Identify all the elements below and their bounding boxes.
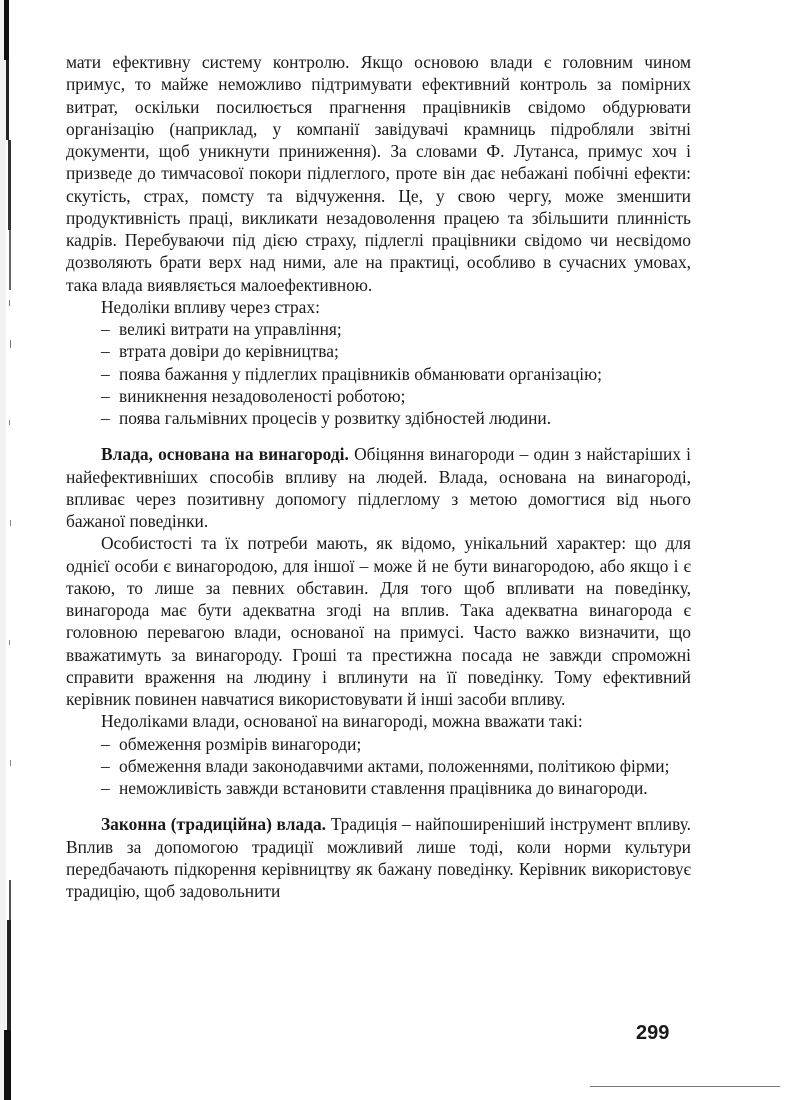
paragraph-reward-individual: Особистості та їх потреби мають, як відомо, унікальний характер: що для однієї особи є винагородою, для іншої – може й не бути винагородою, або якщо і є такою, то лише за певних обставин. Для того щоб впливати на поведінку, винагорода має бути адекватна згоді на вплив. Така адекватна винагорода є головною перевагою влади, основаної на примусі. Часто важко визначити, що вважатимуть за винагороду. Гроші та престижна посада не завжди спроможні справити враження на людину і вплинути на її поведінку. Тому ефективний керівник повинен навчатися використовувати й інші засоби впливу. bbox=[66, 533, 691, 709]
section-heading-legal: Законна (традиційна) влада. bbox=[101, 814, 327, 835]
list-item: – виникнення незадоволеності роботою; bbox=[101, 385, 691, 407]
reward-intro-text: Обіцяння винагороди – один з найстаріших і найефективніших способів впливу на людей. Влада, основана на винагороді, впливає через позитивну допомогу підлеглому з метою домогтися від нього бажаної поведінки. bbox=[66, 444, 692, 531]
page-body bbox=[66, 51, 691, 902]
page-number: 299 bbox=[636, 1022, 670, 1044]
reward-drawbacks-list bbox=[66, 733, 691, 800]
paragraph-legal-power bbox=[66, 813, 691, 902]
section-heading-reward: Влада, основана на винагороді. bbox=[101, 444, 349, 465]
list-item: – поява гальмівних процесів у розвитку здібностей людини. bbox=[101, 407, 691, 429]
paragraph-reward-power bbox=[66, 443, 691, 532]
list-item: – неможливість завжди встановити ставлення працівника до винагороди. bbox=[101, 777, 691, 799]
list-item: – обмеження влади законодавчими актами, положеннями, політикою фірми; bbox=[101, 755, 691, 777]
list-intro-reward: Недоліками влади, основаної на винагороді, можна вважати такі: bbox=[101, 711, 583, 732]
footer-rule bbox=[590, 1086, 780, 1088]
paragraph-coercion-continued: мати ефективну систему контролю. Якщо основою влади є головним чином примус, то майже неможливо підтримувати ефективний контроль за помірних витрат, оскільки посилюється прагнення працівників свідомо обдурювати організацію (наприклад, у компанії завідувачі крамниць підробляли звітні документи, щоб уникнути приниження). За словами Ф. Лутанса, примус хоч і призведе до тимчасової покори підлеглого, проте він дає небажані побічні ефекти: скутість, страх, помсту та відчуження. Це, у свою чергу, може зменшити продуктивність праці, викликати незадоволення працею та збільшити плинність кадрів. Перебуваючи під дією страху, підлеглі працівники свідомо чи несвідомо дозволяють брати верх над ними, але на практиці, особливо в сучасних умовах, така влада виявляється малоефективною. bbox=[66, 52, 691, 295]
list-item: – великі витрати на управління; bbox=[101, 318, 691, 340]
list-item: – поява бажання у підлеглих працівників обманювати організацію; bbox=[101, 363, 691, 385]
scan-binding-edge bbox=[0, 0, 18, 1100]
fear-drawbacks-list bbox=[66, 318, 691, 429]
legal-intro-text: Традиція – найпоширеніший інструмент впливу. Вплив за допомогою традиції можливий лише тоді, коли норми культури передбачають підкорення керівництву як бажану поведінку. Керівник використовує традицію, щоб задовольнити bbox=[66, 814, 692, 901]
list-item: – втрата довіри до керівництва; bbox=[101, 340, 691, 362]
list-intro-fear: Недоліки впливу через страх: bbox=[101, 296, 320, 317]
list-item: – обмеження розмірів винагороди; bbox=[101, 733, 691, 755]
